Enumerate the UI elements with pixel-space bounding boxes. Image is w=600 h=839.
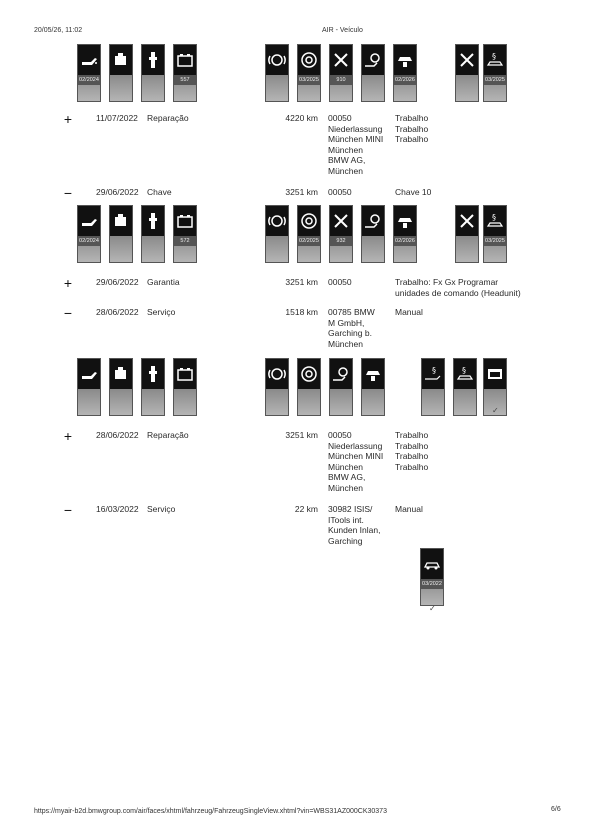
entry-dealer: 00050 — [328, 277, 352, 287]
entry-dealer: 00050 — [328, 187, 352, 197]
battery-icon: 572 — [173, 205, 197, 263]
page-number: 6/6 — [551, 806, 561, 813]
expand-toggle[interactable]: + — [63, 275, 73, 291]
front-brake-icon — [265, 44, 289, 102]
entry-date: 29/06/2022 — [96, 277, 139, 287]
expand-toggle[interactable]: + — [63, 428, 73, 444]
check-mark: ✓ — [492, 406, 499, 415]
collapse-toggle[interactable]: − — [63, 185, 73, 201]
tools-icon — [455, 44, 479, 102]
oil-can-icon: 02/2024 — [77, 44, 101, 102]
inspection-car-icon — [421, 358, 445, 416]
engine-filter-icon — [109, 358, 133, 416]
oil-can-icon: 02/2024 — [77, 205, 101, 263]
entry-km: 1518 km — [285, 307, 318, 317]
check-mark: ✓ — [429, 604, 436, 613]
page-title: AIR - Veículo — [322, 27, 363, 34]
spark-plug-icon — [141, 205, 165, 263]
entry-dealer: 30982 ISIS/ ITools int. Kunden Inlan, Garching — [328, 504, 381, 546]
tools-icon: 932 — [329, 205, 353, 263]
entry-dealer: 00785 BMW M GmbH, Garching b. München — [328, 307, 375, 349]
entry-details: Chave 10 — [395, 187, 432, 197]
svg-text:§: § — [492, 213, 496, 222]
brake-fluid-icon: 03/2025 — [297, 44, 321, 102]
entry-dealer: 00050 Niederlassung München MINI München BMW AG, München — [328, 430, 384, 493]
entry-details: Manual — [395, 307, 423, 317]
svg-text:§: § — [492, 52, 496, 61]
vehicle-check-icon: 02/2026 — [393, 44, 417, 102]
brake-fluid-icon: 02/2025 — [297, 205, 321, 263]
inspection-car-icon — [453, 358, 477, 416]
collapse-toggle[interactable]: − — [63, 305, 73, 321]
service-icons-row-4 — [0, 548, 600, 613]
vehicle-check-icon — [361, 358, 385, 416]
service-icons-row-2 — [0, 205, 600, 263]
expand-toggle[interactable]: + — [63, 111, 73, 127]
front-brake-icon — [265, 205, 289, 263]
vehicle-check-icon: 02/2026 — [393, 205, 417, 263]
tools-icon — [455, 205, 479, 263]
entry-type: Serviço — [147, 504, 176, 514]
svg-text:§: § — [432, 366, 436, 375]
oil-can-icon — [77, 358, 101, 416]
entry-dealer: 00050 Niederlassung München MINI München BMW AG, München — [328, 113, 384, 176]
entry-date: 16/03/2022 — [96, 504, 139, 514]
collapse-toggle[interactable]: − — [63, 502, 73, 518]
entry-details: Trabalho Trabalho Trabalho — [395, 113, 429, 144]
entry-date: 28/06/2022 — [96, 307, 139, 317]
rear-brake-icon — [361, 205, 385, 263]
tools-icon: 910 — [329, 44, 353, 102]
entry-km: 3251 km — [285, 277, 318, 287]
rear-brake-icon — [329, 358, 353, 416]
engine-filter-icon — [109, 205, 133, 263]
brake-fluid-icon — [297, 358, 321, 416]
entry-km: 3251 km — [285, 187, 318, 197]
spark-plug-icon — [141, 44, 165, 102]
entry-details: Trabalho: Fx Gx Programar unidades de comando (Headunit) — [395, 277, 521, 298]
inspection-car-icon: 03/2022 — [420, 548, 444, 606]
spark-plug-icon — [141, 358, 165, 416]
entry-type: Garantia — [147, 277, 180, 287]
page-url: https://myair-b2d.bmwgroup.com/air/faces/xhtml/fahrzeug/FahrzeugSingleView.xhtml?vin=WBS31AZ000CK30373 — [34, 808, 387, 815]
print-datetime: 20/05/26, 11:02 — [34, 27, 83, 34]
entry-km: 22 km — [294, 504, 318, 514]
front-brake-icon — [265, 358, 289, 416]
entry-type: Reparação — [147, 430, 189, 440]
inspection-car-icon: § 03/2025 — [483, 44, 507, 102]
entry-km: 4220 km — [285, 113, 318, 123]
entry-km: 3251 km — [285, 430, 318, 440]
battery-icon — [173, 358, 197, 416]
entry-type: Chave — [147, 187, 172, 197]
entry-date: 28/06/2022 — [96, 430, 139, 440]
entry-details: Manual — [395, 504, 423, 514]
entry-date: 29/06/2022 — [96, 187, 139, 197]
entry-type: Reparação — [147, 113, 189, 123]
entry-type: Serviço — [147, 307, 176, 317]
rear-brake-icon — [361, 44, 385, 102]
entry-details: Trabalho Trabalho Trabalho Trabalho — [395, 430, 429, 472]
service-icons-row-3 — [0, 358, 600, 416]
service-icons-row-1 — [0, 44, 600, 102]
engine-filter-icon — [109, 44, 133, 102]
inspection-car-icon: § 03/2025 — [483, 205, 507, 263]
battery-icon: 557 — [173, 44, 197, 102]
entry-date: 11/07/2022 — [96, 113, 138, 123]
svg-text:§: § — [462, 366, 466, 375]
